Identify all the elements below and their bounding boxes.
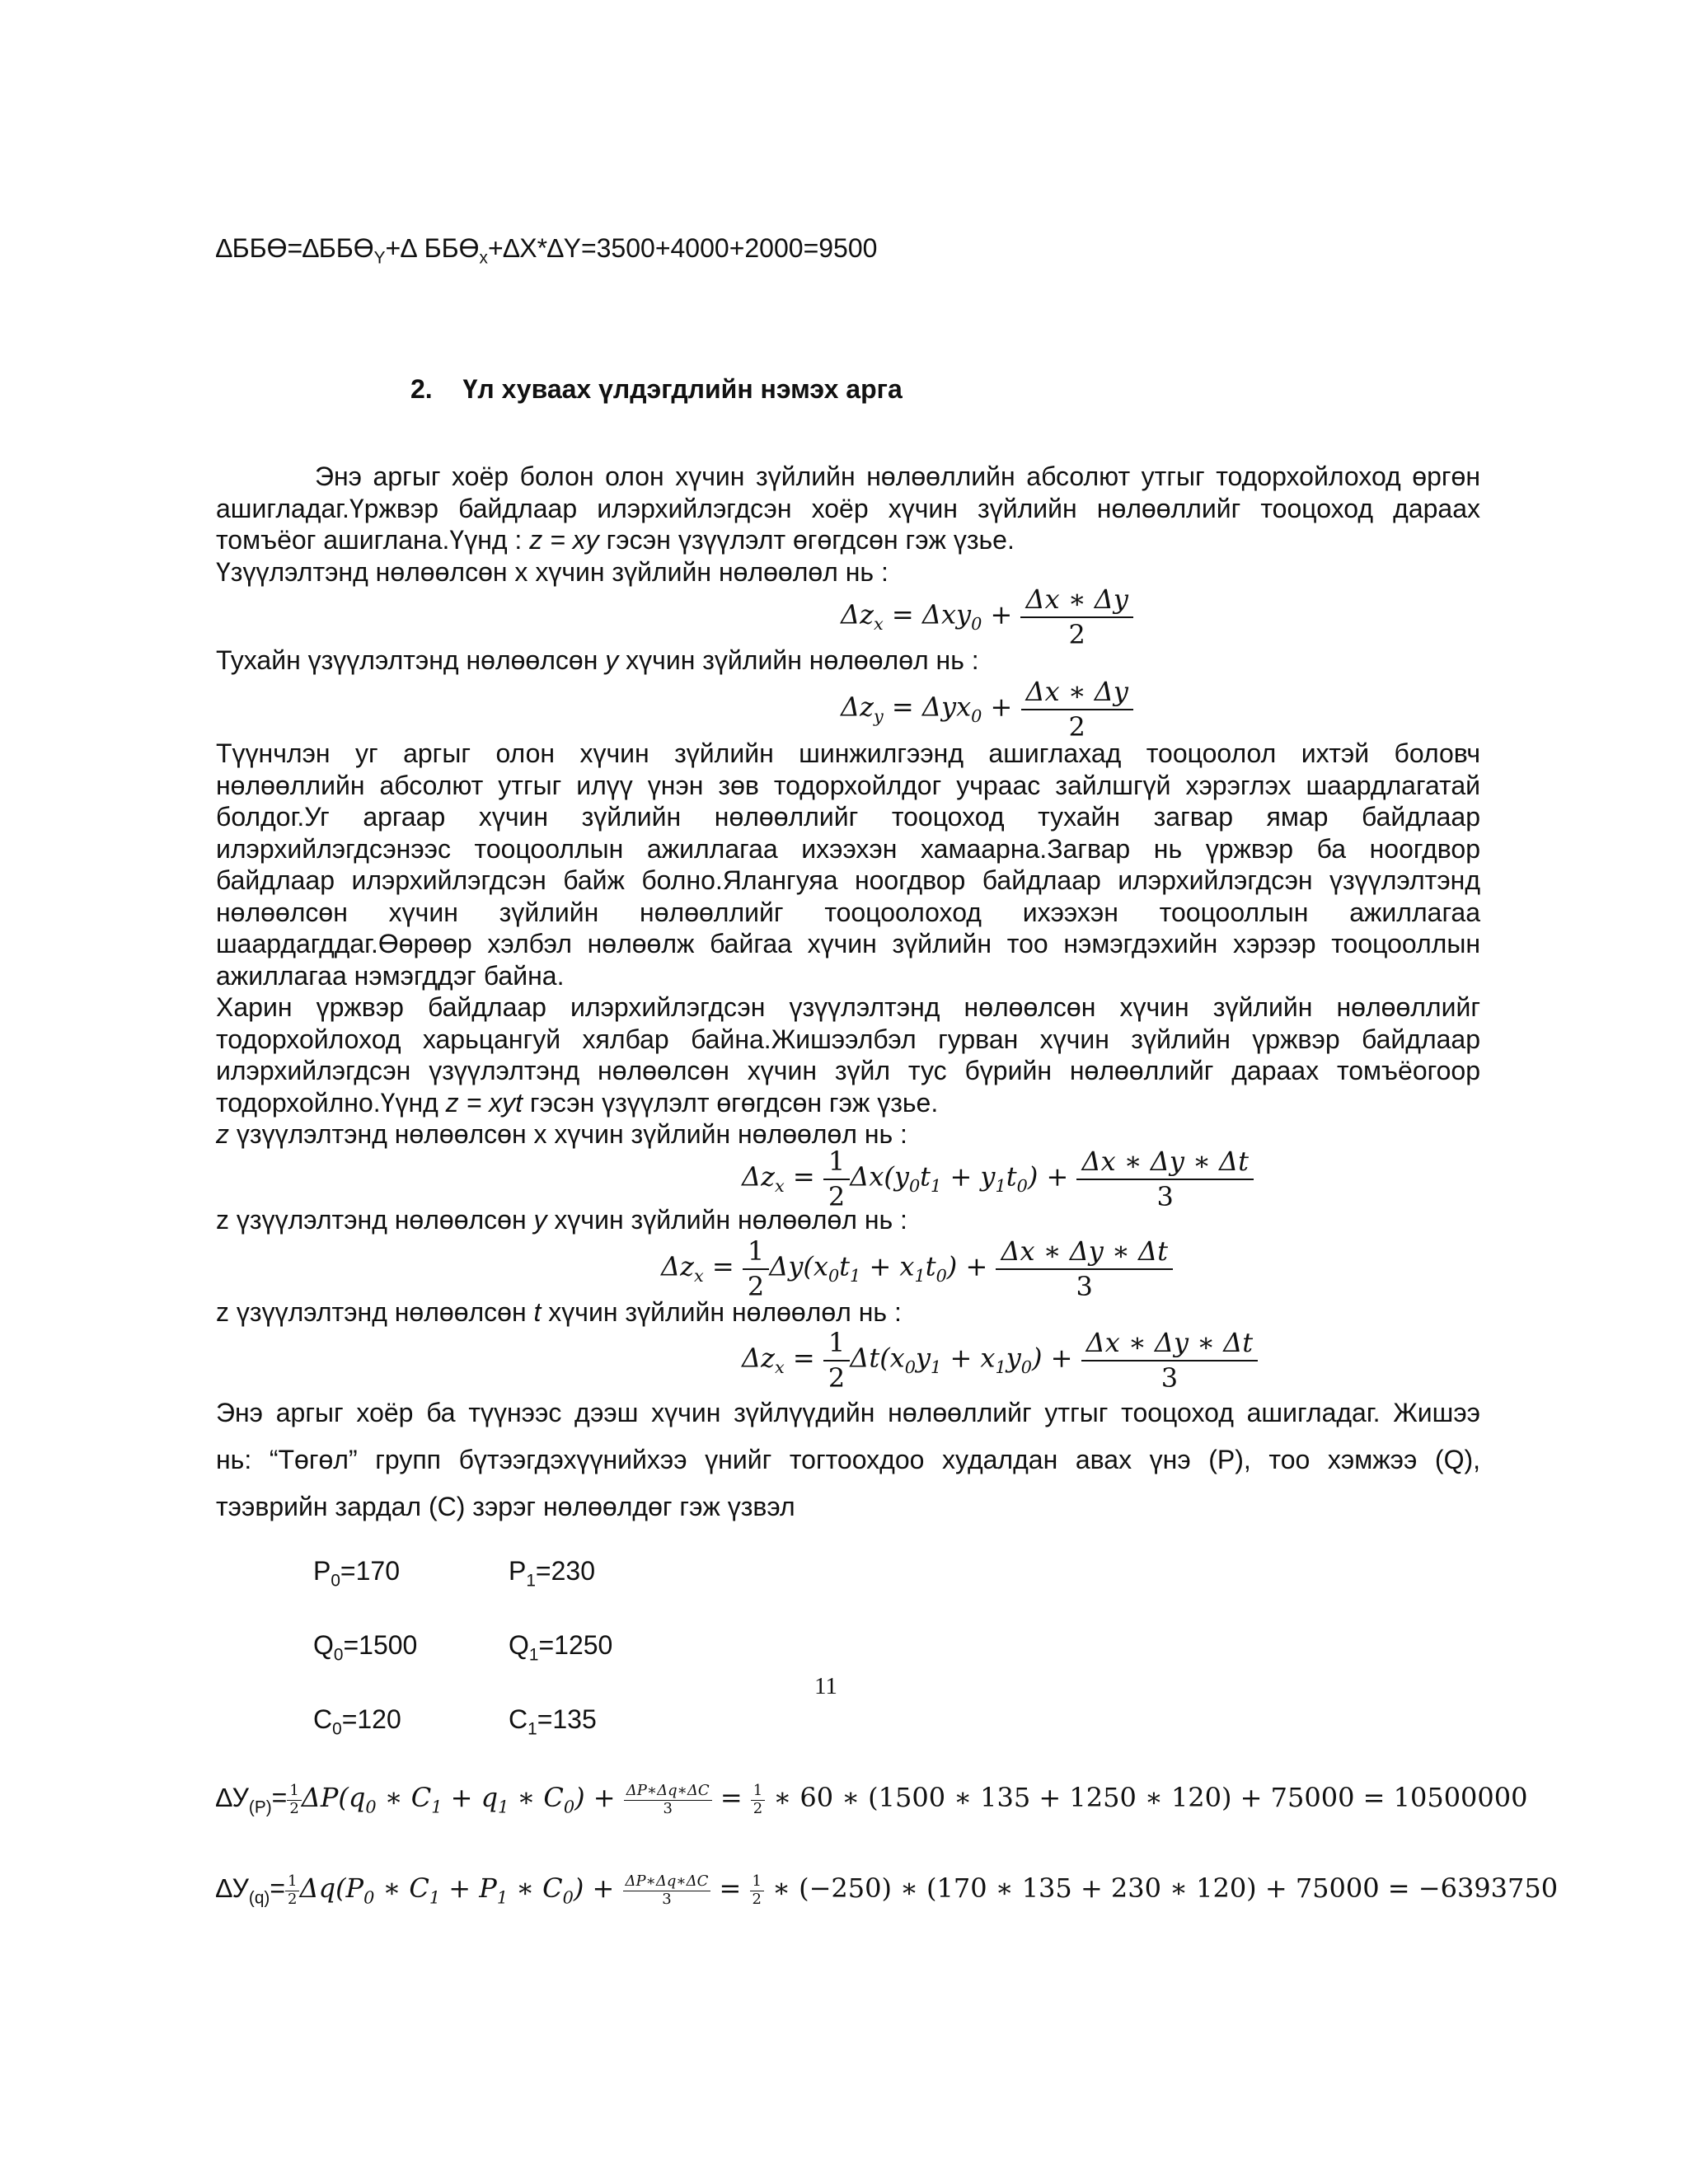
section-title: Үл хуваах үлдэгдлийн нэмэх арга bbox=[462, 374, 903, 404]
formula-dzx-two-factor: $\Delta z_x = \Delta xy_0$ + $\frac{\Delta x ∗ \Delta y}{2}$ bbox=[841, 582, 1133, 651]
paragraph-4: Энэ аргыг хоёр ба түүнээс дээш хүчин зүйлүүдийн нөлөөллийг утгыг тооцоход ашигладаг. Жишээ нь: “Төгөл” групп бүтээгдэхүүнийхээ үнийг тогтоохдоо худалдан авах үнэ (P), тоо хэмжээ (Q), тээврийн зардал (C) зэрэг нөлөөлдөг гэж үзвэл bbox=[216, 1398, 1480, 1521]
page-number: 11 bbox=[814, 1673, 837, 1699]
paragraph-1: Энэ аргыг хоёр болон олон хүчин зүйлийн нөлөөллийн абсолют утгыг тодорхойлоход өргөн ашигладаг.Үржвэр байдлаар илэрхийлэгдсэн хоёр хүчин зүйлийн нөлөөллийг тооцоход дараах томъёог ашиглана.Үүнд : z = xy гэсэн үзүүлэлт өгөгдсөн гэж үзье. Үзүүлэлтэнд нөлөөлсөн x хүчин зүйлийн нөлөөлөл нь : bbox=[216, 462, 1480, 587]
paragraph-2: Түүнчлэн уг аргыг олон хүчин зүйлийн шинжилгээнд ашиглахад тооцоолол ихтэй боловч нөлөөллийн абсолют утгыг илүү үнэн зөв тодорхойлдог учраас зайлшгүй хэрэглэх шаардлагатай болдог.Уг аргаар хүчин зүйлийн нөлөөллийг тооцоход тухайн загвар ямар байдлаар илэрхийлэгдсэнээс тооцооллын ажиллагаа ихээхэн хамаарна.Загвар нь үржвэр ба ноогдвор байдлаар илэрхийлэгдсэн байж болно.Ялангуяа ноогдвор байдлаар илэрхийлэгдсэн үзүүлэлтэнд нөлөөлсөн хүчин зүйлийн нөлөөллийг тооцоолоход ихээхэн тооцооллын ажиллагаа шаардагддаг.Өөрөөр хэлбэл нөлөөлж байгаа хүчин зүйлийн тоо нэмэгдэхийн хэрээр тооцооллын ажиллагаа нэмэгддэг байна. bbox=[216, 738, 1480, 991]
line-zt-factor: z үзүүлэлтэнд нөлөөлсөн t хүчин зүйлийн нөлөөлөл нь : bbox=[216, 1297, 902, 1327]
formula-dzx-three-factor: $\Delta z_x$ = $\frac{1}{2}$ $\Delta x(y_0t_1 + y_1t_0)$ + $\frac{\Delta x ∗ \Delta y ∗ \Delta t}{3}$ bbox=[742, 1144, 1254, 1213]
value-q0: $Q_0=1500$ bbox=[313, 1630, 418, 1665]
formula-dzy-three-factor: $\Delta z_x$ = $\frac{1}{2}$ $\Delta y(x_0t_1 + x_1t_0)$ + $\frac{\Delta x ∗ \Delta y ∗ \Delta t}{3}$ bbox=[661, 1234, 1173, 1303]
value-c1: $C_1=135$ bbox=[509, 1704, 597, 1739]
line-y-factor: Тухайн үзүүлэлтэнд нөлөөлсөн y хүчин зүйлийн нөлөөлөл нь : bbox=[216, 645, 979, 675]
formula-dzt-three-factor: $\Delta z_x$ = $\frac{1}{2}$ $\Delta t(x_0y_1 + x_1y_0)$ + $\frac{\Delta x ∗ \Delta y ∗ \Delta t}{3}$ bbox=[742, 1325, 1258, 1394]
line-zy-factor: z үзүүлэлтэнд нөлөөлсөн y хүчин зүйлийн нөлөөлөл нь : bbox=[216, 1205, 907, 1235]
value-c0: $C_0=120$ bbox=[313, 1704, 401, 1739]
top-equation: $\Delta ББӨ=\Delta ББӨ_Y+\Delta$ $ББӨ_x+\Delta X*\Delta Y=3500+4000+2000=9500$ bbox=[216, 233, 878, 268]
section-number: 2. bbox=[410, 374, 433, 404]
formula-dzy-two-factor: $\Delta z_y = \Delta yx_0$ + $\frac{\Delta x ∗ \Delta y}{2}$ bbox=[841, 674, 1133, 743]
section-heading bbox=[410, 374, 903, 405]
value-p1: $P_1=230$ bbox=[509, 1556, 595, 1591]
value-p0: $P_0=170$ bbox=[313, 1556, 400, 1591]
paragraph-3: Харин үржвэр байдлаар илэрхийлэгдсэн үзүүлэлтэнд нөлөөлсөн хүчин зүйлийн нөлөөллийг тодорхойлоход харьцангуй хялбар байна.Жишээлбэл гурван хүчин зүйлийн үржвэр байдлаар илэрхийлэгдсэн үзүүлэлтэнд нөлөөлсөн хүчин зүйл тус бүрийн нөлөөллийг дараах томъёогоор тодорхойлно.Үүнд z = xyt гэсэн үзүүлэлт өгөгдсөн гэж үзье. z үзүүлэлтэнд нөлөөлсөн x хүчин зүйлийн нөлөөлөл нь : bbox=[216, 992, 1480, 1149]
equation-price-effect: $\Delta У_{(P)}=$ $\frac{1}{2}$ $\Delta P(q_0$ ∗ $C_1 + q_1$ ∗ $C_0$) + $\frac{\Delta P∗\Delta q∗\Delta C}{3}$ = $\frac{1}{2}$ ∗ 60 ∗ (1500 ∗ 135 + 1250 ∗ 120) + 75000 = 10500000 bbox=[216, 1782, 1528, 1817]
value-q1: $Q_1=1250$ bbox=[509, 1630, 613, 1665]
equation-quantity-effect: $\Delta У_{(q)}=$ $\frac{1}{2}$ $\Delta q(P_0$ ∗ $C_1 + P_1$ ∗ $C_0$) + $\frac{\Delta P∗\Delta q∗\Delta C}{3}$ = $\frac{1}{2}$ ∗ (−250) ∗ (170 ∗ 135 + 230 ∗ 120) + 75000 = −6393750 bbox=[216, 1872, 1559, 1908]
